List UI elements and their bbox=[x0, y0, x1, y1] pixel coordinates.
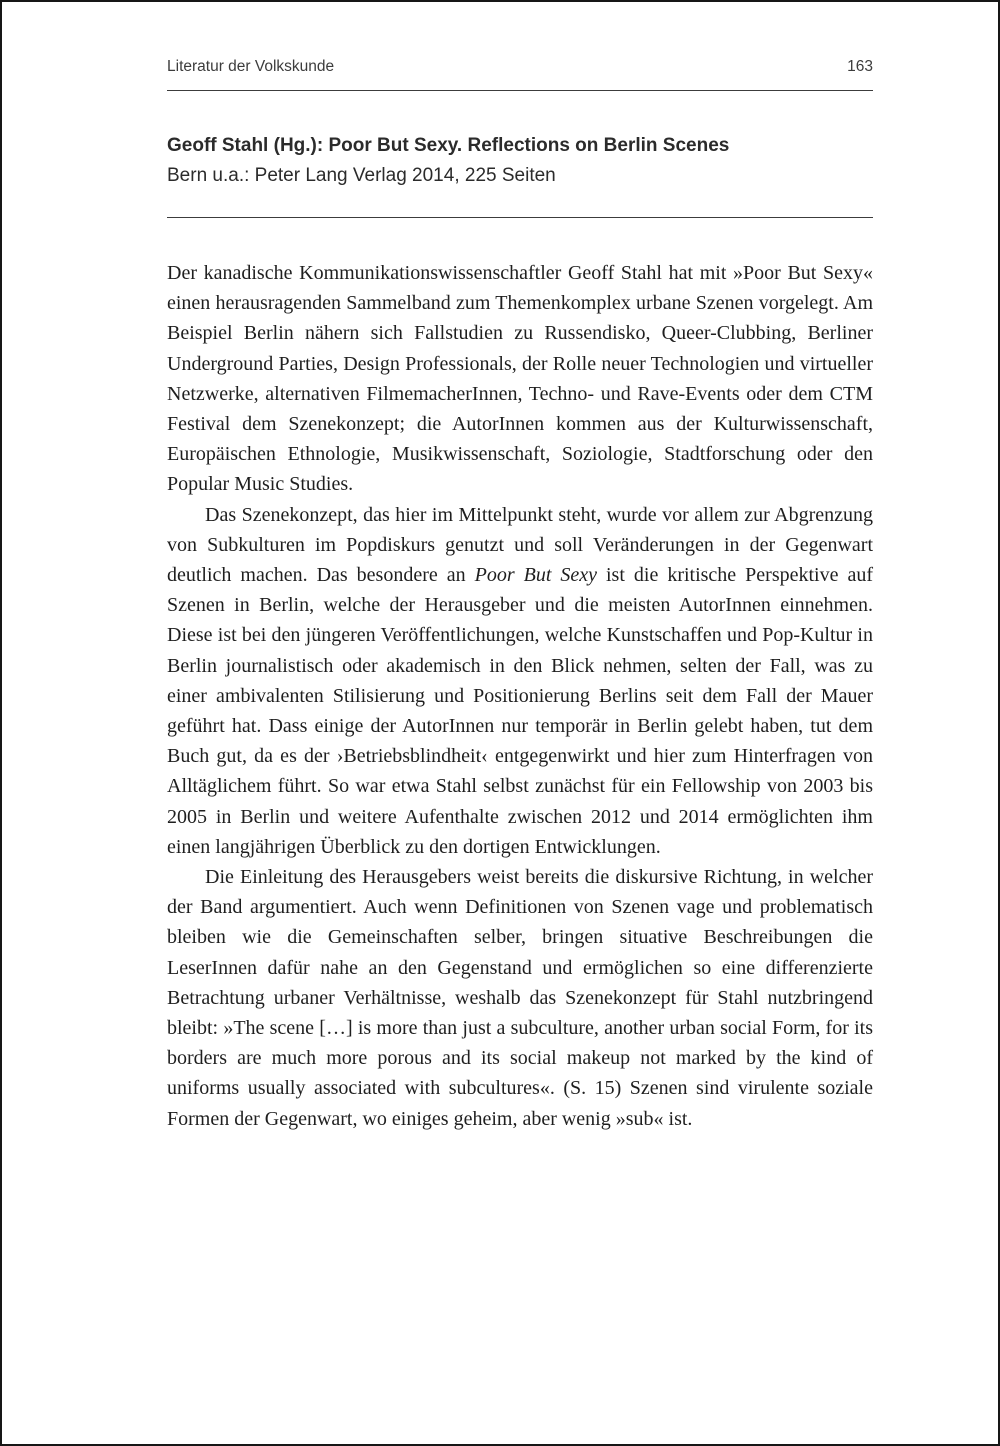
paragraph-3: Die Einleitung des Herausgebers weist bereits die diskursive Richtung, in welcher der Band argumentiert. Auch wenn Definitionen von Szenen vage und problematisch bleiben wie die Gemeinschaften selber, bringen situative Beschreibungen die LeserInnen dafür nahe an den Gegenstand und ermöglichen so eine differenzierte Betrachtung urbaner Verhältnisse, weshalb das Szenekonzept für Stahl nutzbringend bleibt: »The scene […] is more than just a subculture, another urban social Form, for its borders are much more porous and its social makeup not marked by the kind of uniforms usually associated with subcultures«. (S. 15) Szenen sind virulente soziale Formen der Gegenwart, wo einiges geheim, aber wenig »sub« ist. bbox=[167, 866, 873, 1130]
publication-info: Bern u.a.: Peter Lang Verlag 2014, 225 Seiten bbox=[167, 165, 556, 186]
paragraph-2-post: ist die kritische Perspektive auf Szenen in Berlin, welche der Herausgeber und die meisten AutorInnen einnehmen. Diese ist bei den jüngeren Veröffentlichungen, welche Kunstschaffen und Pop-Kultur in Berlin journalistisch oder akademisch in den Blick nehmen, selten der Fall, was zu einer ambivalenten Stilisierung und Positionierung Berlins seit dem Fall der Mauer geführt hat. Dass einige der AutorInnen nur temporär in Berlin gelebt haben, tut dem Buch gut, da es der ›Betriebsblindheit‹ entgegenwirkt und hier zum Hinterfragen von Alltäglichem führt. So war etwa Stahl selbst zunächst für ein Fellowship von 2003 bis 2005 in Berlin und weitere Aufenthalte zwischen 2012 und 2014 ermöglichten ihm einen langjährigen Überblick zu den dortigen Entwicklungen. bbox=[167, 564, 874, 858]
page-number: 163 bbox=[847, 58, 873, 75]
paragraph-2-book-title: Poor But Sexy bbox=[474, 564, 598, 587]
section-label: Literatur der Volkskunde bbox=[167, 58, 335, 75]
paragraph-1: Der kanadische Kommunikationswissenschaftler Geoff Stahl hat mit »Poor But Sexy« einen herausragenden Sammelband zum Themenkomplex urbane Szenen vorgelegt. Am Beispiel Berlin nähern sich Fallstudien zu Russendisko, Queer-Clubbing, Berliner Underground Parties, Design Professionals, der Rolle neuer Technologien und virtueller Netzwerke, alternativen FilmemacherInnen, Techno- und Rave-Events oder dem CTM Festival dem Szenekonzept; die AutorInnen kommen aus der Kulturwissenschaft, Europäischen Ethnologie, Musikwissenschaft, Soziologie, Stadtforschung oder den Popular Music Studies. bbox=[167, 262, 873, 496]
paragraph-2 bbox=[167, 500, 873, 862]
review-heading: Geoff Stahl (Hg.): Poor But Sexy. Reflections on Berlin Scenes bbox=[167, 135, 730, 156]
running-header bbox=[167, 58, 873, 91]
review-title-block bbox=[167, 131, 873, 218]
review-body bbox=[167, 258, 873, 1134]
page-content bbox=[167, 2, 873, 1134]
paragraph-2-pre: Das Szenekonzept, das hier im Mittelpunkt steht, wurde vor allem zur Abgrenzung von Subkulturen im Popdiskurs genutzt und soll Veränderungen in der Gegenwart deutlich machen. Das besondere an bbox=[167, 503, 873, 587]
